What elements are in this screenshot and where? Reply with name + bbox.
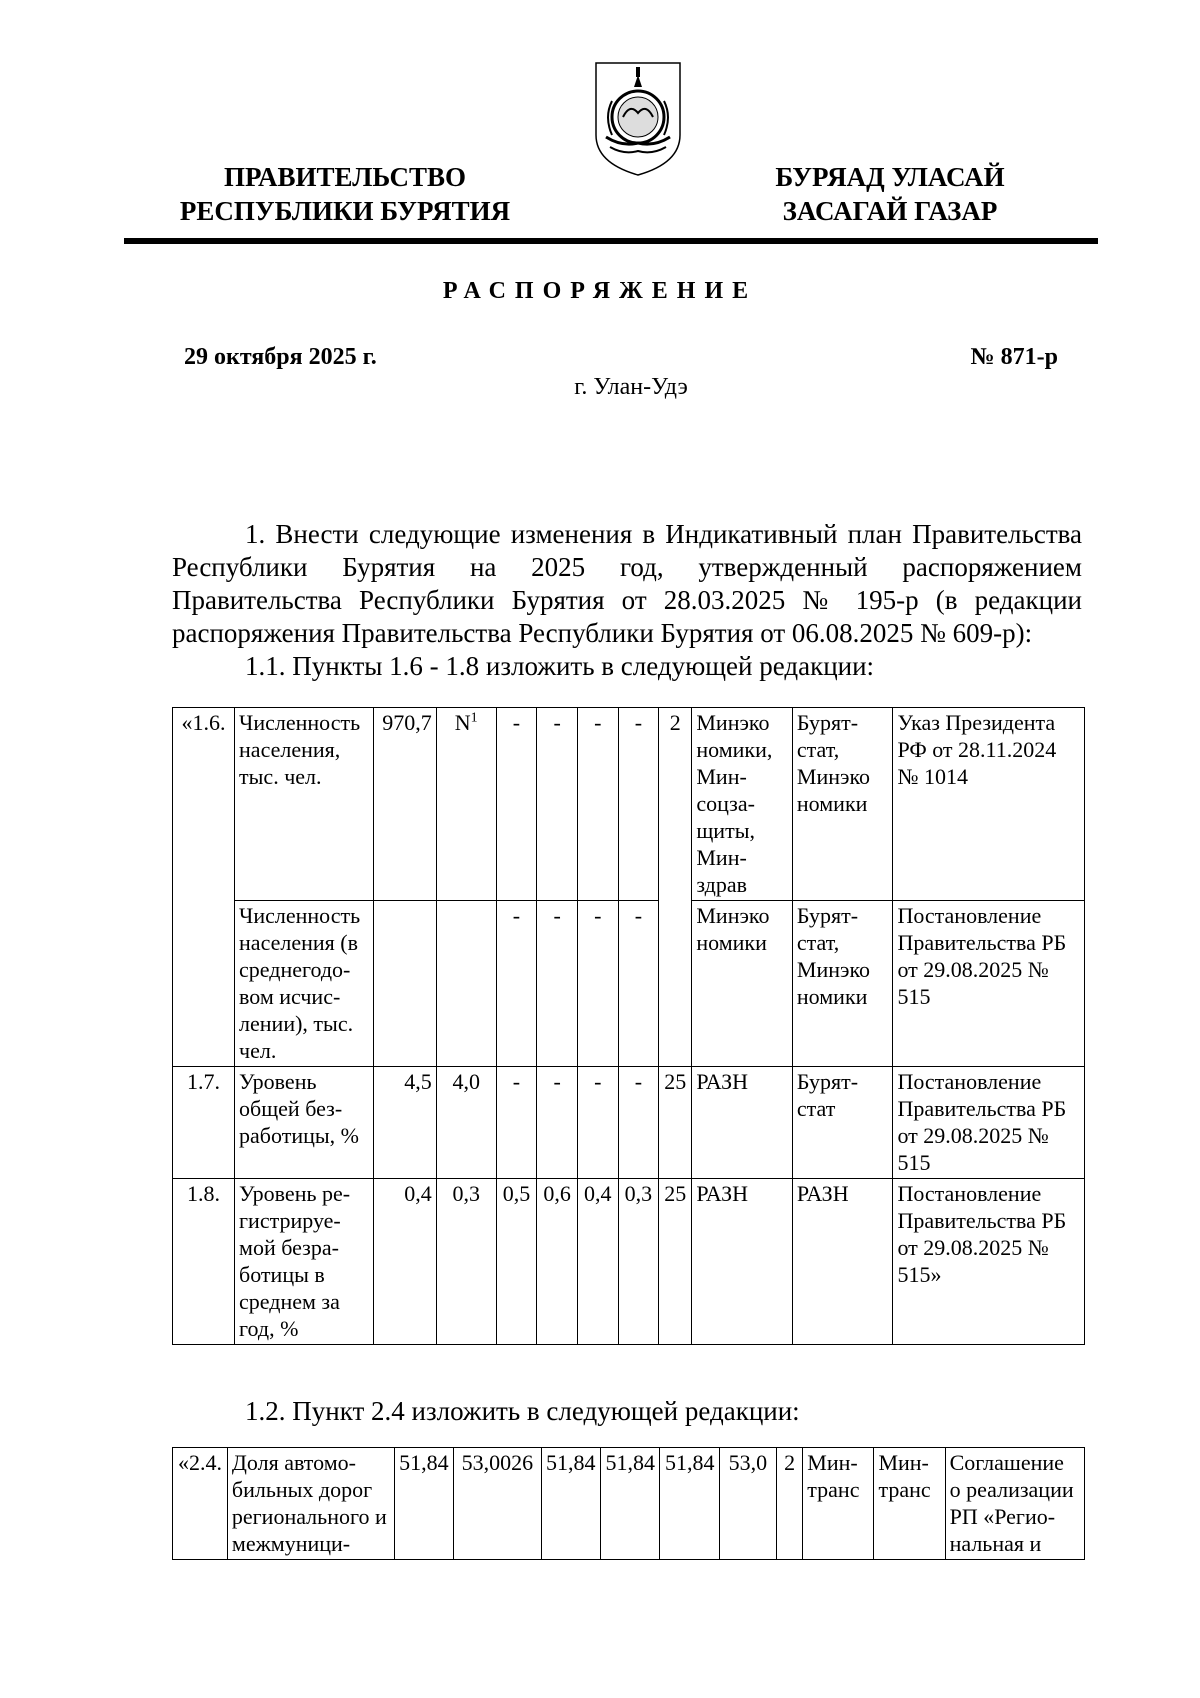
- table-row: [173, 1448, 1085, 1560]
- value-cell: 51,84: [660, 1448, 719, 1560]
- indicator-name: Численность населения, тыс. чел.: [235, 708, 374, 901]
- value-n: N: [454, 710, 471, 735]
- value-cell: -: [618, 901, 659, 1067]
- value-cell-empty: [374, 901, 437, 1067]
- source-cell: Бурят- стат, Минэко номики: [792, 901, 893, 1067]
- value-cell: 51,84: [394, 1448, 453, 1560]
- coat-of-arms-icon: [588, 55, 688, 180]
- value-cell: 0,4: [577, 1179, 618, 1345]
- document-title: РАСПОРЯЖЕНИЕ: [442, 278, 758, 304]
- executor-cell: РАЗН: [692, 1067, 793, 1179]
- indicators-table-1: [172, 707, 1085, 1345]
- table-row: [173, 708, 1085, 901]
- value-cell: -: [537, 1067, 578, 1179]
- value-cell: [436, 708, 496, 901]
- header-right-line1: БУРЯАД УЛАСАЙ: [775, 162, 1005, 192]
- weight-cell: 25: [659, 1179, 692, 1345]
- executor-cell: Мин- транс: [803, 1448, 874, 1560]
- value-cell: -: [618, 708, 659, 901]
- indicator-name: Уровень общей без- работицы, %: [235, 1067, 374, 1179]
- value-cell: -: [496, 901, 537, 1067]
- header-right-line2: ЗАСАГАЙ ГАЗАР: [782, 196, 998, 226]
- value-cell: 0,3: [618, 1179, 659, 1345]
- value-cell: -: [577, 708, 618, 901]
- indicator-name: Численность населения (в среднегодо- вом исчис- лении), тыс. чел.: [235, 901, 374, 1067]
- weight-cell: 2: [659, 708, 692, 901]
- value-cell: -: [577, 1067, 618, 1179]
- row-number: 1.8.: [173, 1179, 235, 1345]
- indicator-name: Уровень ре- гистрируе- мой безра- ботицы в среднем за год, %: [235, 1179, 374, 1345]
- value-cell: 0,5: [496, 1179, 537, 1345]
- paragraph-1-1: 1.1. Пункты 1.6 - 1.8 изложить в следующей редакции:: [245, 651, 875, 681]
- basis-cell: Соглашение о реализации РП «Регио- нальная и: [945, 1448, 1084, 1560]
- row-number: «2.4.: [173, 1448, 228, 1560]
- paragraph-1: 1. Внести следующие изменения в Индикативный план Правительства Республики Бурятия на 2025 год, утвержденный распоряжением Правительства Республики Бурятия от 28.03.2025 № 195-р (в редакции распоряжения Правительства Республики Бурятия от 06.08.2025 № 609-р):: [172, 519, 1082, 648]
- value-cell: -: [496, 1067, 537, 1179]
- executor-cell: Минэко номики, Мин- соцза- щиты, Мин- здрав: [692, 708, 793, 901]
- value-cell: 0,4: [374, 1179, 437, 1345]
- value-cell: 53,0: [719, 1448, 776, 1560]
- basis-cell: Постановление Правительства РБ от 29.08.2025 № 515: [893, 1067, 1085, 1179]
- value-cell: 0,3: [436, 1179, 496, 1345]
- document-number: № 871-р: [970, 344, 1058, 370]
- value-cell: 4,5: [374, 1067, 437, 1179]
- value-cell: -: [537, 901, 578, 1067]
- value-cell: -: [496, 708, 537, 901]
- value-cell: -: [537, 708, 578, 901]
- table-row: [173, 1179, 1085, 1345]
- table-row: [173, 1067, 1085, 1179]
- footnote-mark: 1: [470, 710, 478, 726]
- row-number: 1.7.: [173, 1067, 235, 1179]
- executor-cell: РАЗН: [692, 1179, 793, 1345]
- header-divider: [124, 238, 1098, 244]
- basis-cell: Указ Президента РФ от 28.11.2024 № 1014: [893, 708, 1085, 901]
- document-city: г. Улан-Удэ: [574, 374, 688, 400]
- source-cell: Бурят- стат: [792, 1067, 893, 1179]
- source-cell: РАЗН: [792, 1179, 893, 1345]
- basis-cell: Постановление Правительства РБ от 29.08.2025 № 515»: [893, 1179, 1085, 1345]
- value-cell: 4,0: [436, 1067, 496, 1179]
- row-number: «1.6.: [173, 708, 235, 901]
- value-cell: 970,7: [374, 708, 437, 901]
- source-cell: Бурят- стат, Минэко номики: [792, 708, 893, 901]
- government-name-bur: [730, 160, 1050, 228]
- basis-cell: Постановление Правительства РБ от 29.08.2025 № 515: [893, 901, 1085, 1067]
- paragraph-1-2: 1.2. Пункт 2.4 изложить в следующей редакции:: [245, 1396, 800, 1426]
- table-row: [173, 901, 1085, 1067]
- value-cell-empty: [436, 901, 496, 1067]
- executor-cell: Минэко номики: [692, 901, 793, 1067]
- value-cell: 0,6: [537, 1179, 578, 1345]
- value-cell: 51,84: [541, 1448, 600, 1560]
- government-name-ru: [160, 160, 530, 228]
- document-date: 29 октября 2025 г.: [184, 344, 377, 370]
- weight-cell: 2: [776, 1448, 802, 1560]
- value-cell: 53,0026: [454, 1448, 541, 1560]
- header-left-line2: РЕСПУБЛИКИ БУРЯТИЯ: [179, 196, 511, 226]
- value-cell: -: [618, 1067, 659, 1179]
- source-cell: Мин- транс: [874, 1448, 945, 1560]
- weight-cell-empty: [659, 901, 692, 1067]
- value-cell: 51,84: [601, 1448, 660, 1560]
- weight-cell: 25: [659, 1067, 692, 1179]
- header-left-line1: ПРАВИТЕЛЬСТВО: [223, 162, 467, 192]
- row-number-empty: [173, 901, 235, 1067]
- indicator-name: Доля автомо- бильных дорог регионального и межмуници-: [227, 1448, 394, 1560]
- value-cell: -: [577, 901, 618, 1067]
- indicators-table-2: [172, 1447, 1085, 1560]
